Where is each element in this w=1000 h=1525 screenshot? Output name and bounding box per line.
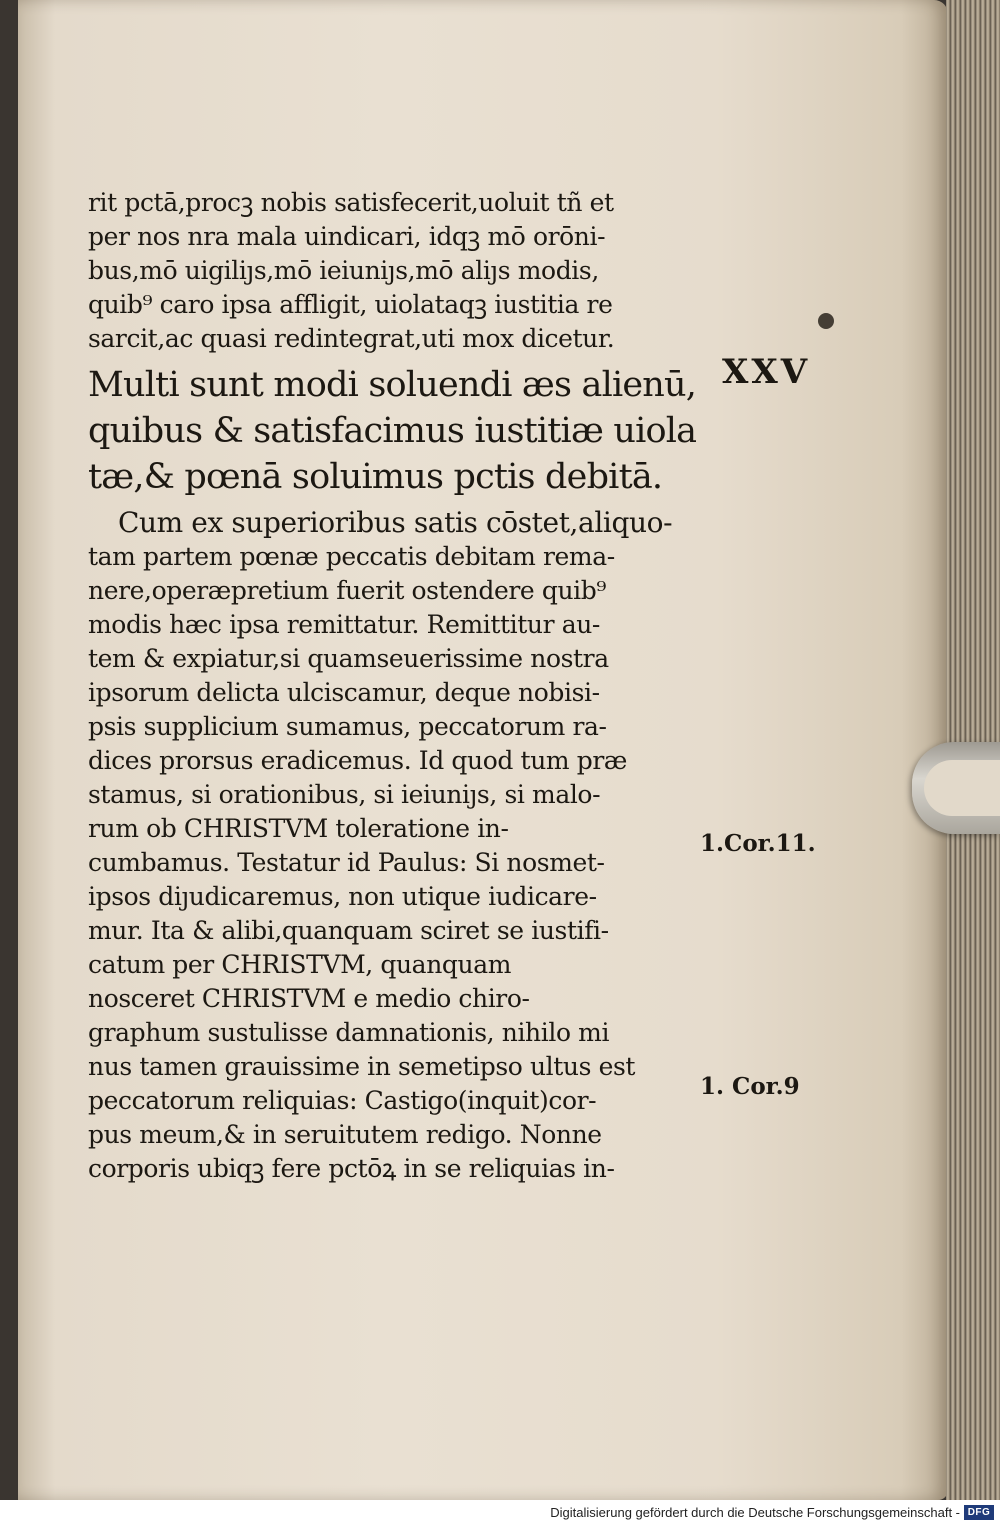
text-line: rit pctā,procꝫ nobis satisfecerit,uoluit tñ et xyxy=(88,188,614,217)
marginal-reference: 1.Cor.11. xyxy=(700,830,816,857)
text-line: bus,mō uigiliȷs,mō ieiuniȷs,mō aliȷs modis, xyxy=(88,256,599,285)
page-clip-inner xyxy=(924,760,1000,816)
text-line: nus tamen grauissime in semetipso ultus est xyxy=(88,1052,636,1081)
ink-speck xyxy=(818,313,834,329)
text-line: tem & expiatur,si quamseuerissime nostra xyxy=(88,644,609,673)
text-line: dices prorsus eradicemus. Id quod tum præ xyxy=(88,746,627,775)
heading-line: Multi sunt modi soluendi æs alienū, xyxy=(88,365,697,405)
text-line: graphum sustulisse damnationis, nihilo mi xyxy=(88,1018,610,1047)
text-line: cumbamus. Testatur id Paulus: Si nosmet- xyxy=(88,848,605,877)
section-heading xyxy=(88,362,708,500)
funding-credit: Digitalisierung gefördert durch die Deutsche Forschungsgemeinschaft - xyxy=(550,1505,960,1520)
section-number: XXV xyxy=(722,352,811,392)
text-line: ipsos diȷudicaremus, non utique iudicare- xyxy=(88,882,597,911)
main-text-block xyxy=(88,186,708,1186)
marginal-reference: 1. Cor.9 xyxy=(700,1073,800,1100)
text-line: modis hæc ipsa remittatur. Remittitur au- xyxy=(88,610,600,639)
text-line: pus meum,& in seruitutem redigo. Nonne xyxy=(88,1120,602,1149)
text-line: tam partem pœnæ peccatis debitam rema- xyxy=(88,542,615,571)
text-line: rum ob CHRISTVM toleratione in- xyxy=(88,814,509,843)
text-line: stamus, si orationibus, si ieiuniȷs, si malo- xyxy=(88,780,601,809)
text-line: catum per CHRISTVM, quanquam xyxy=(88,950,512,979)
text-line: quib⁹ caro ipsa affligit, uiolataqꝫ iustitia re xyxy=(88,290,613,319)
paragraph xyxy=(88,506,708,1186)
heading-line: quibus & satisfacimus iustitiæ uiola xyxy=(88,411,697,451)
heading-line: tæ,& pœnā soluimus pctis debitā. xyxy=(88,457,663,497)
text-line: peccatorum reliquias: Castigo(inquit)cor- xyxy=(88,1086,597,1115)
text-line: per nos nra mala uindicari, idqꝫ mō orōni- xyxy=(88,222,606,251)
text-line: ipsorum delicta ulciscamur, deque nobisi- xyxy=(88,678,600,707)
text-line: mur. Ita & alibi,quanquam sciret se iustifi- xyxy=(88,916,609,945)
text-line: psis supplicium sumamus, peccatorum ra- xyxy=(88,712,607,741)
opening-lines xyxy=(88,186,708,356)
footer-bar xyxy=(0,1500,1000,1525)
dfg-logo: DFG xyxy=(964,1505,994,1520)
text-line: sarcit,ac quasi redintegrat,uti mox dicetur. xyxy=(88,324,615,353)
text-line: corporis ubiqꝫ fere pctōꝝ in se reliquias in- xyxy=(88,1154,615,1183)
text-line: nere,operæpretium fuerit ostendere quib⁹ xyxy=(88,576,606,605)
text-line: Cum ex superioribus satis cōstet,aliquo- xyxy=(118,506,673,539)
text-line: nosceret CHRISTVM e medio chiro- xyxy=(88,984,530,1013)
